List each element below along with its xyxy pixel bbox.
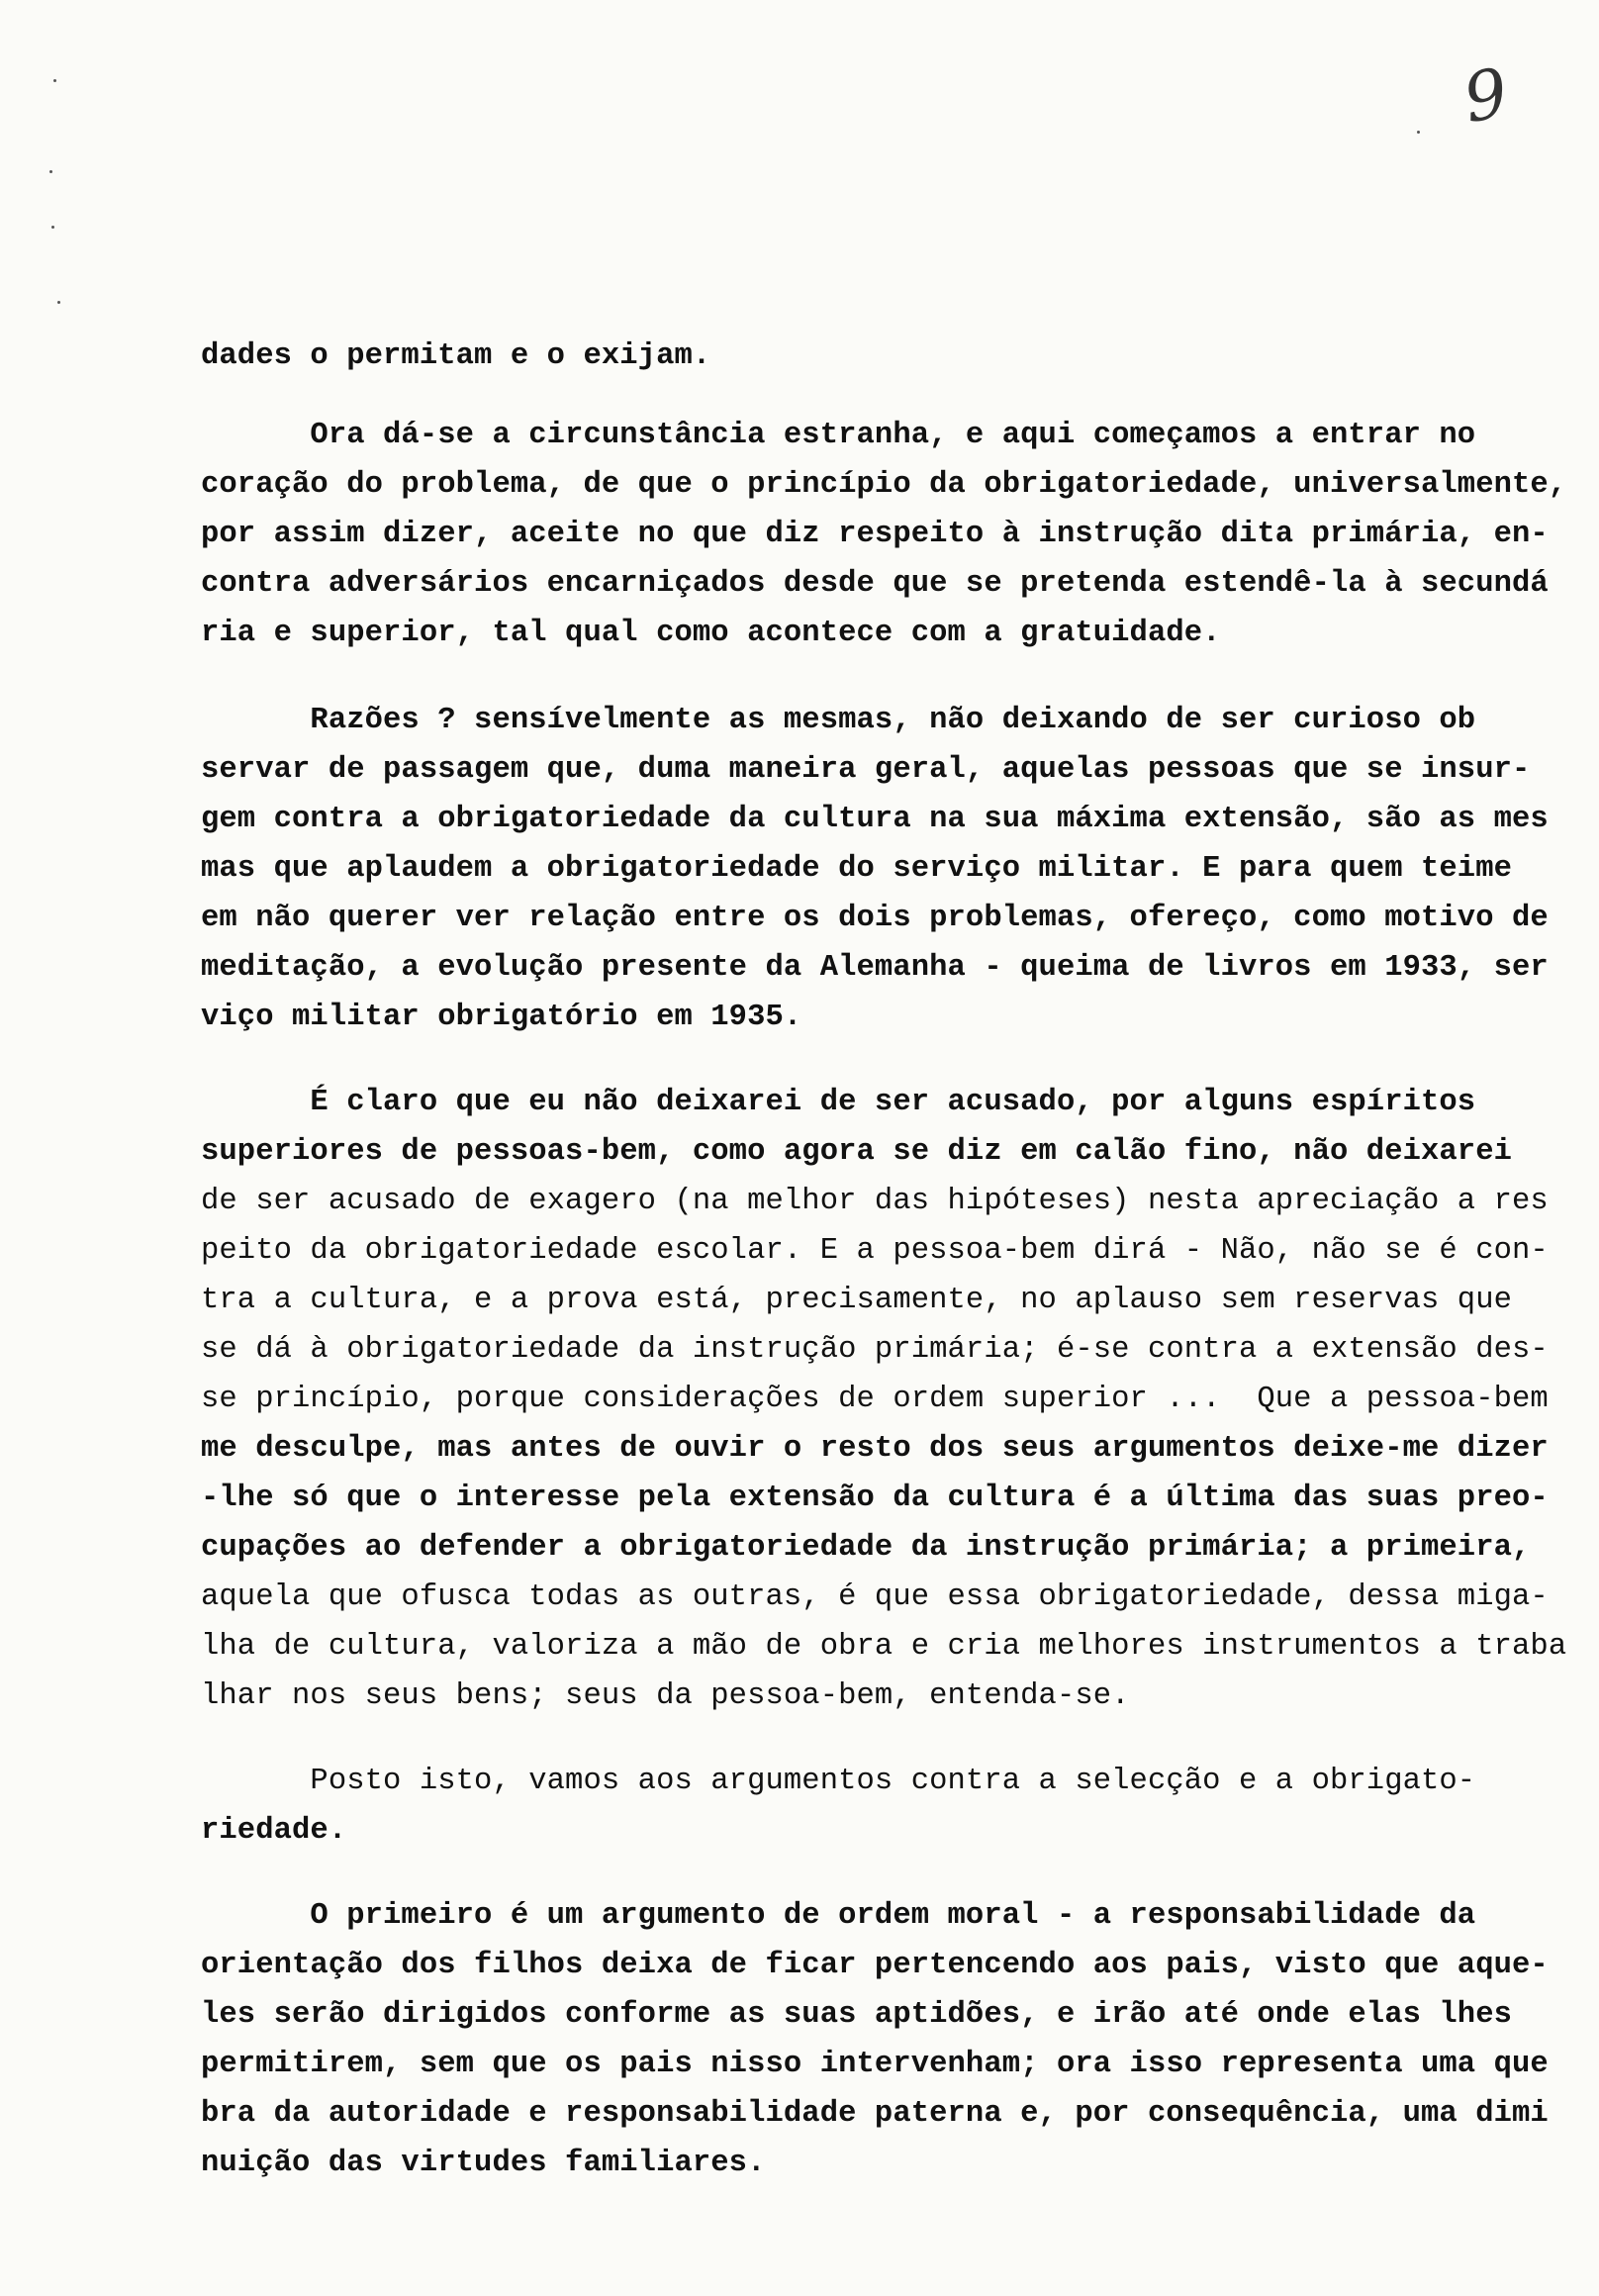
text-line: permitirem, sem que os pais nisso intervenham; ora isso representa uma que (201, 2048, 1549, 2081)
text-line: em não querer ver relação entre os dois problemas, ofereço, como motivo de (201, 902, 1549, 935)
text-line: servar de passagem que, duma maneira geral, aquelas pessoas que se insur- (201, 753, 1531, 787)
margin-dot (1417, 131, 1420, 134)
text-line: nuição das virtudes familiares. (201, 2147, 766, 2180)
text-line: se dá à obrigatoriedade da instrução primária; é-se contra a extensão des- (201, 1333, 1549, 1367)
text-line: les serão dirigidos conforme as suas aptidões, e irão até onde elas lhes (201, 1998, 1513, 2032)
text-line: viço militar obrigatório em 1935. (201, 1001, 802, 1034)
text-line: tra a cultura, e a prova está, precisamente, no aplauso sem reservas que (201, 1284, 1513, 1317)
text-line: aquela que ofusca todas as outras, é que essa obrigatoriedade, dessa miga- (201, 1580, 1549, 1614)
text-line: me desculpe, mas antes de ouvir o resto dos seus argumentos deixe-me dizer (201, 1432, 1549, 1466)
text-line: ria e superior, tal qual como acontece com a gratuidade. (201, 617, 1221, 650)
text-line: por assim dizer, aceite no que diz respeito à instrução dita primária, en- (201, 518, 1549, 551)
text-line: coração do problema, de que o princípio da obrigatoriedade, universalmente, (201, 468, 1567, 502)
text-line: de ser acusado de exagero (na melhor das hipóteses) nesta apreciação a res (201, 1185, 1549, 1218)
text-line: orientação dos filhos deixa de ficar pertencendo aos pais, visto que aque- (201, 1949, 1549, 1982)
text-line: gem contra a obrigatoriedade da cultura na sua máxima extensão, são as mes (201, 803, 1549, 836)
text-line: Posto isto, vamos aos argumentos contra a selecção e a obrigato- (201, 1765, 1476, 1798)
text-line: O primeiro é um argumento de ordem moral - a responsabilidade da (201, 1899, 1476, 1933)
text-line: se princípio, porque considerações de ordem superior ... Que a pessoa-bem (201, 1383, 1549, 1416)
margin-dot (49, 170, 52, 173)
text-line: lha de cultura, valoriza a mão de obra e cria melhores instrumentos a traba (201, 1630, 1567, 1664)
text-line: -lhe só que o interesse pela extensão da cultura é a última das suas preo- (201, 1482, 1549, 1515)
margin-dot (57, 301, 60, 304)
margin-dot (53, 79, 56, 82)
margin-dot (51, 226, 54, 229)
text-line: contra adversários encarniçados desde que se pretenda estendê-la à secundá (201, 567, 1549, 601)
text-line: riedade. (201, 1814, 347, 1848)
text-line: superiores de pessoas-bem, como agora se diz em calão fino, não deixarei (201, 1135, 1513, 1169)
text-line: dades o permitam e o exijam. (201, 339, 711, 373)
text-line: cupações ao defender a obrigatoriedade da instrução primária; a primeira, (201, 1531, 1531, 1565)
page-number: 9 (1458, 53, 1514, 140)
text-line: meditação, a evolução presente da Alemanha - queima de livros em 1933, ser (201, 951, 1549, 985)
text-line: Ora dá-se a circunstância estranha, e aqui começamos a entrar no (201, 419, 1476, 452)
text-line: lhar nos seus bens; seus da pessoa-bem, entenda-se. (201, 1679, 1130, 1713)
text-line: Razões ? sensívelmente as mesmas, não deixando de ser curioso ob (201, 704, 1476, 737)
text-line: bra da autoridade e responsabilidade paterna e, por consequência, uma dimi (201, 2097, 1549, 2131)
text-line: peito da obrigatoriedade escolar. E a pessoa-bem dirá - Não, não se é con- (201, 1234, 1549, 1268)
text-line: mas que aplaudem a obrigatoriedade do serviço militar. E para quem teime (201, 852, 1513, 886)
text-line: É claro que eu não deixarei de ser acusado, por alguns espíritos (201, 1086, 1476, 1119)
